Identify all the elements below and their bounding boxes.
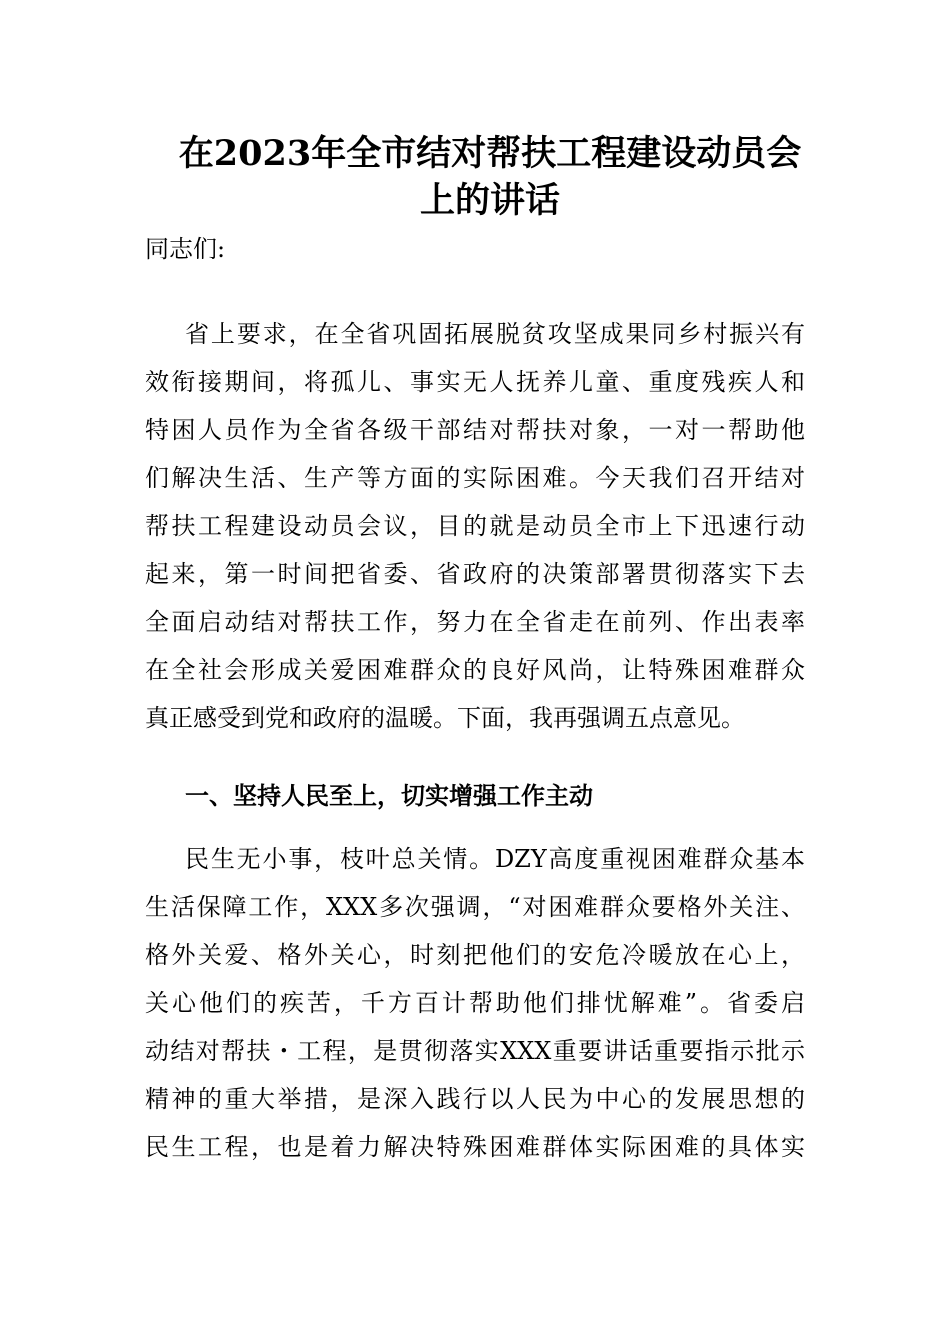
paragraph-2-line: 民生工程，也是着力解决特殊困难群体实际困难的具体实 [145,1133,805,1161]
paragraph-2-line: 民生无小事，枝叶总关情。DZY高度重视困难群众基本 [185,845,805,873]
paragraph-1-line: 在全社会形成关爱困难群众的良好风尚，让特殊困难群众 [145,656,805,684]
paragraph-2-line: 精神的重大举措，是深入践行以人民为中心的发展思想的 [145,1085,805,1113]
paragraph-1-line: 全面启动结对帮扶工作，努力在全省走在前列、作出表率 [145,608,805,636]
paragraph-1 [145,310,805,742]
paragraph-1-line: 真正感受到党和政府的温暖。下面，我再强调五点意见。 [145,704,745,732]
paragraph-2 [145,835,805,1171]
paragraph-1-line: 起来，第一时间把省委、省政府的决策部署贯彻落实下去 [145,560,805,588]
paragraph-2-line: 生活保障工作，XXX多次强调，“对困难群众要格外关注、 [145,893,805,921]
paragraph-1-line: 省上要求，在全省巩固拓展脱贫攻坚成果同乡村振兴有 [185,320,805,348]
paragraph-2-line: 关心他们的疾苦，千方百计帮助他们排忧解难”。省委启 [145,989,805,1017]
paragraph-1-line: 特困人员作为全省各级干部结对帮扶对象，一对一帮助他 [145,416,805,444]
document-title-line-1: 在2023年全市结对帮扶工程建设动员会 [178,133,802,174]
paragraph-1-line: 效衔接期间，将孤儿、事实无人抚养儿童、重度残疾人和 [145,368,805,396]
section-1-heading: 一、坚持人民至上，切实增强工作主动 [185,781,593,810]
document-title-line-2: 上的讲话 [419,180,560,221]
paragraph-1-line: 们解决生活、生产等方面的实际困难。今天我们召开结对 [145,464,805,492]
paragraph-2-line: 格外关爱、格外关心，时刻把他们的安危冷暖放在心上， [145,941,805,969]
paragraph-1-line: 帮扶工程建设动员会议，目的就是动员全市上下迅速行动 [145,512,805,540]
salutation: 同志们: [145,235,226,263]
paragraph-2-line: 动结对帮扶・工程，是贯彻落实XXX重要讲话重要指示批示 [145,1037,805,1065]
